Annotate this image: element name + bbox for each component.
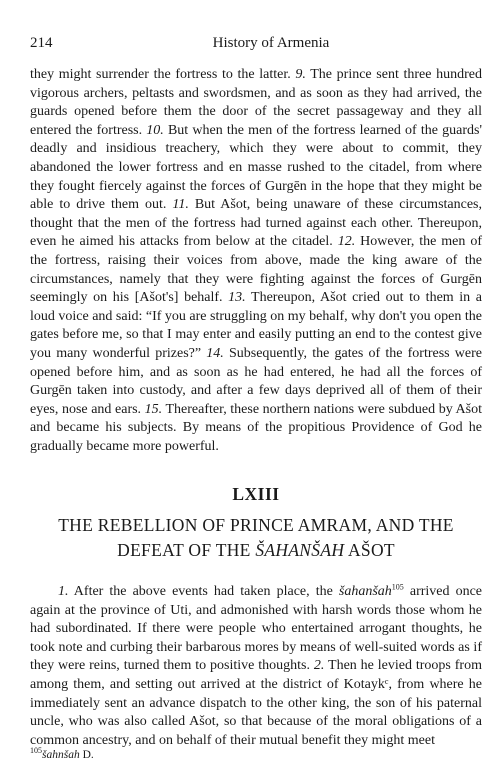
italic-run: 11. — [172, 197, 189, 213]
italic-run: 2. — [313, 658, 325, 674]
chapter-number: LXIII — [232, 484, 280, 504]
text-run: After the above events had taken place, the — [68, 584, 339, 599]
text-run: The prince sent three hundred vigorous archers, peltasts and swordsmen, and as soon as they had arrived, the guards opened before them the door of the secret passageway and they all entered the fortress. — [30, 67, 482, 138]
text-run: Subsequently, the gates of the fortress were opened before him, and as soon as he had entered, he had all the forces of Gurgēn taken into custody, and after a few days deprived all of them of their eyes, nose and ears. — [30, 345, 482, 417]
text-run: they might surrender the fortress to the latter. — [30, 67, 296, 82]
italic-run: 1. — [58, 584, 69, 599]
italic-run: 9. — [295, 67, 306, 82]
text-run: arrived once again at the province of Uti, and admonished with harsh words those whom he had subordinated. If there were people who entertained arrogant thoughts, he took note and curbing their barbarous mores by means of well-suited words as if they were reins, turned them to positive thoughts. — [30, 584, 482, 674]
text-run: Thereafter, these northern nations were subdued by Ašot and became his subjects. By means of the propitious Providence of God he gradually became more powerful. — [30, 401, 482, 454]
chapter-title-suffix: AŠOT — [344, 540, 395, 560]
italic-run: 14. — [206, 345, 224, 361]
footnote — [30, 746, 94, 761]
chapter-title-line-2 — [30, 538, 482, 563]
text-run: Thereupon, Ašot cried out to them in a loud voice and said: “If you are struggling on my behalf, why don't you open the gates before me, so that I may enter and easily putting an end to the contest give you many wonderful prizes?” — [30, 290, 482, 361]
footnote-number: 105 — [30, 746, 42, 756]
italic-run: 12. — [337, 234, 356, 250]
chapter-body — [30, 583, 482, 750]
italic-run: šahanšah — [338, 584, 392, 599]
text-run: Then he levied troops from among them, and setting out arrived at the district of Kotaykᶜ, from where he immediately sent an advance dispatch to the other king, the son of his paternal uncle, who was also called Ašot, so that because of the moral obligations of a common ancestry, and on behalf of their mutual benefit they might meet — [30, 658, 482, 748]
italic-run: 10. — [146, 122, 164, 138]
footnote-text: D. — [79, 749, 94, 761]
chapter-paragraph — [30, 583, 482, 750]
footnote-term: šahnšah — [42, 749, 80, 761]
chapter-title-prefix: DEFEAT OF THE — [117, 540, 256, 560]
italic-run: 13. — [228, 290, 246, 306]
text-run: But Ašot, being unaware of these circumstances, thought that the men of the fortress had turned against each other. Thereupon, even he aimed his attacks from below at the citadel. — [30, 197, 482, 250]
running-title: History of Armenia — [212, 35, 330, 51]
page-header — [30, 35, 482, 53]
footnote-ref: 105 — [391, 582, 404, 592]
text-run: However, the men of the fortress, raising their voices from above, made the king aware of the circumstances, namely that they were fighting against the forces of Gurgēn seemingly on his [Ašot's] behalf. — [30, 234, 482, 306]
text-run: But when the men of the fortress learned of the guards' deadly and insidious treachery, which they were about to commit, they abandoned the lower fortress and en masse rushed to the citadel, from where they fought fiercely against the forces of Gurgēn in the hope that they might be able to drive them out. — [30, 122, 482, 213]
chapter-title-italic: ŠAHANŠAH — [255, 540, 345, 560]
italic-run: 15. — [144, 401, 163, 417]
page-number: 214 — [30, 35, 53, 51]
chapter-title-line-1: THE REBELLION OF PRINCE AMRAM, AND THE — [58, 515, 454, 535]
chapter-title — [30, 513, 482, 563]
body-paragraph — [30, 66, 482, 456]
